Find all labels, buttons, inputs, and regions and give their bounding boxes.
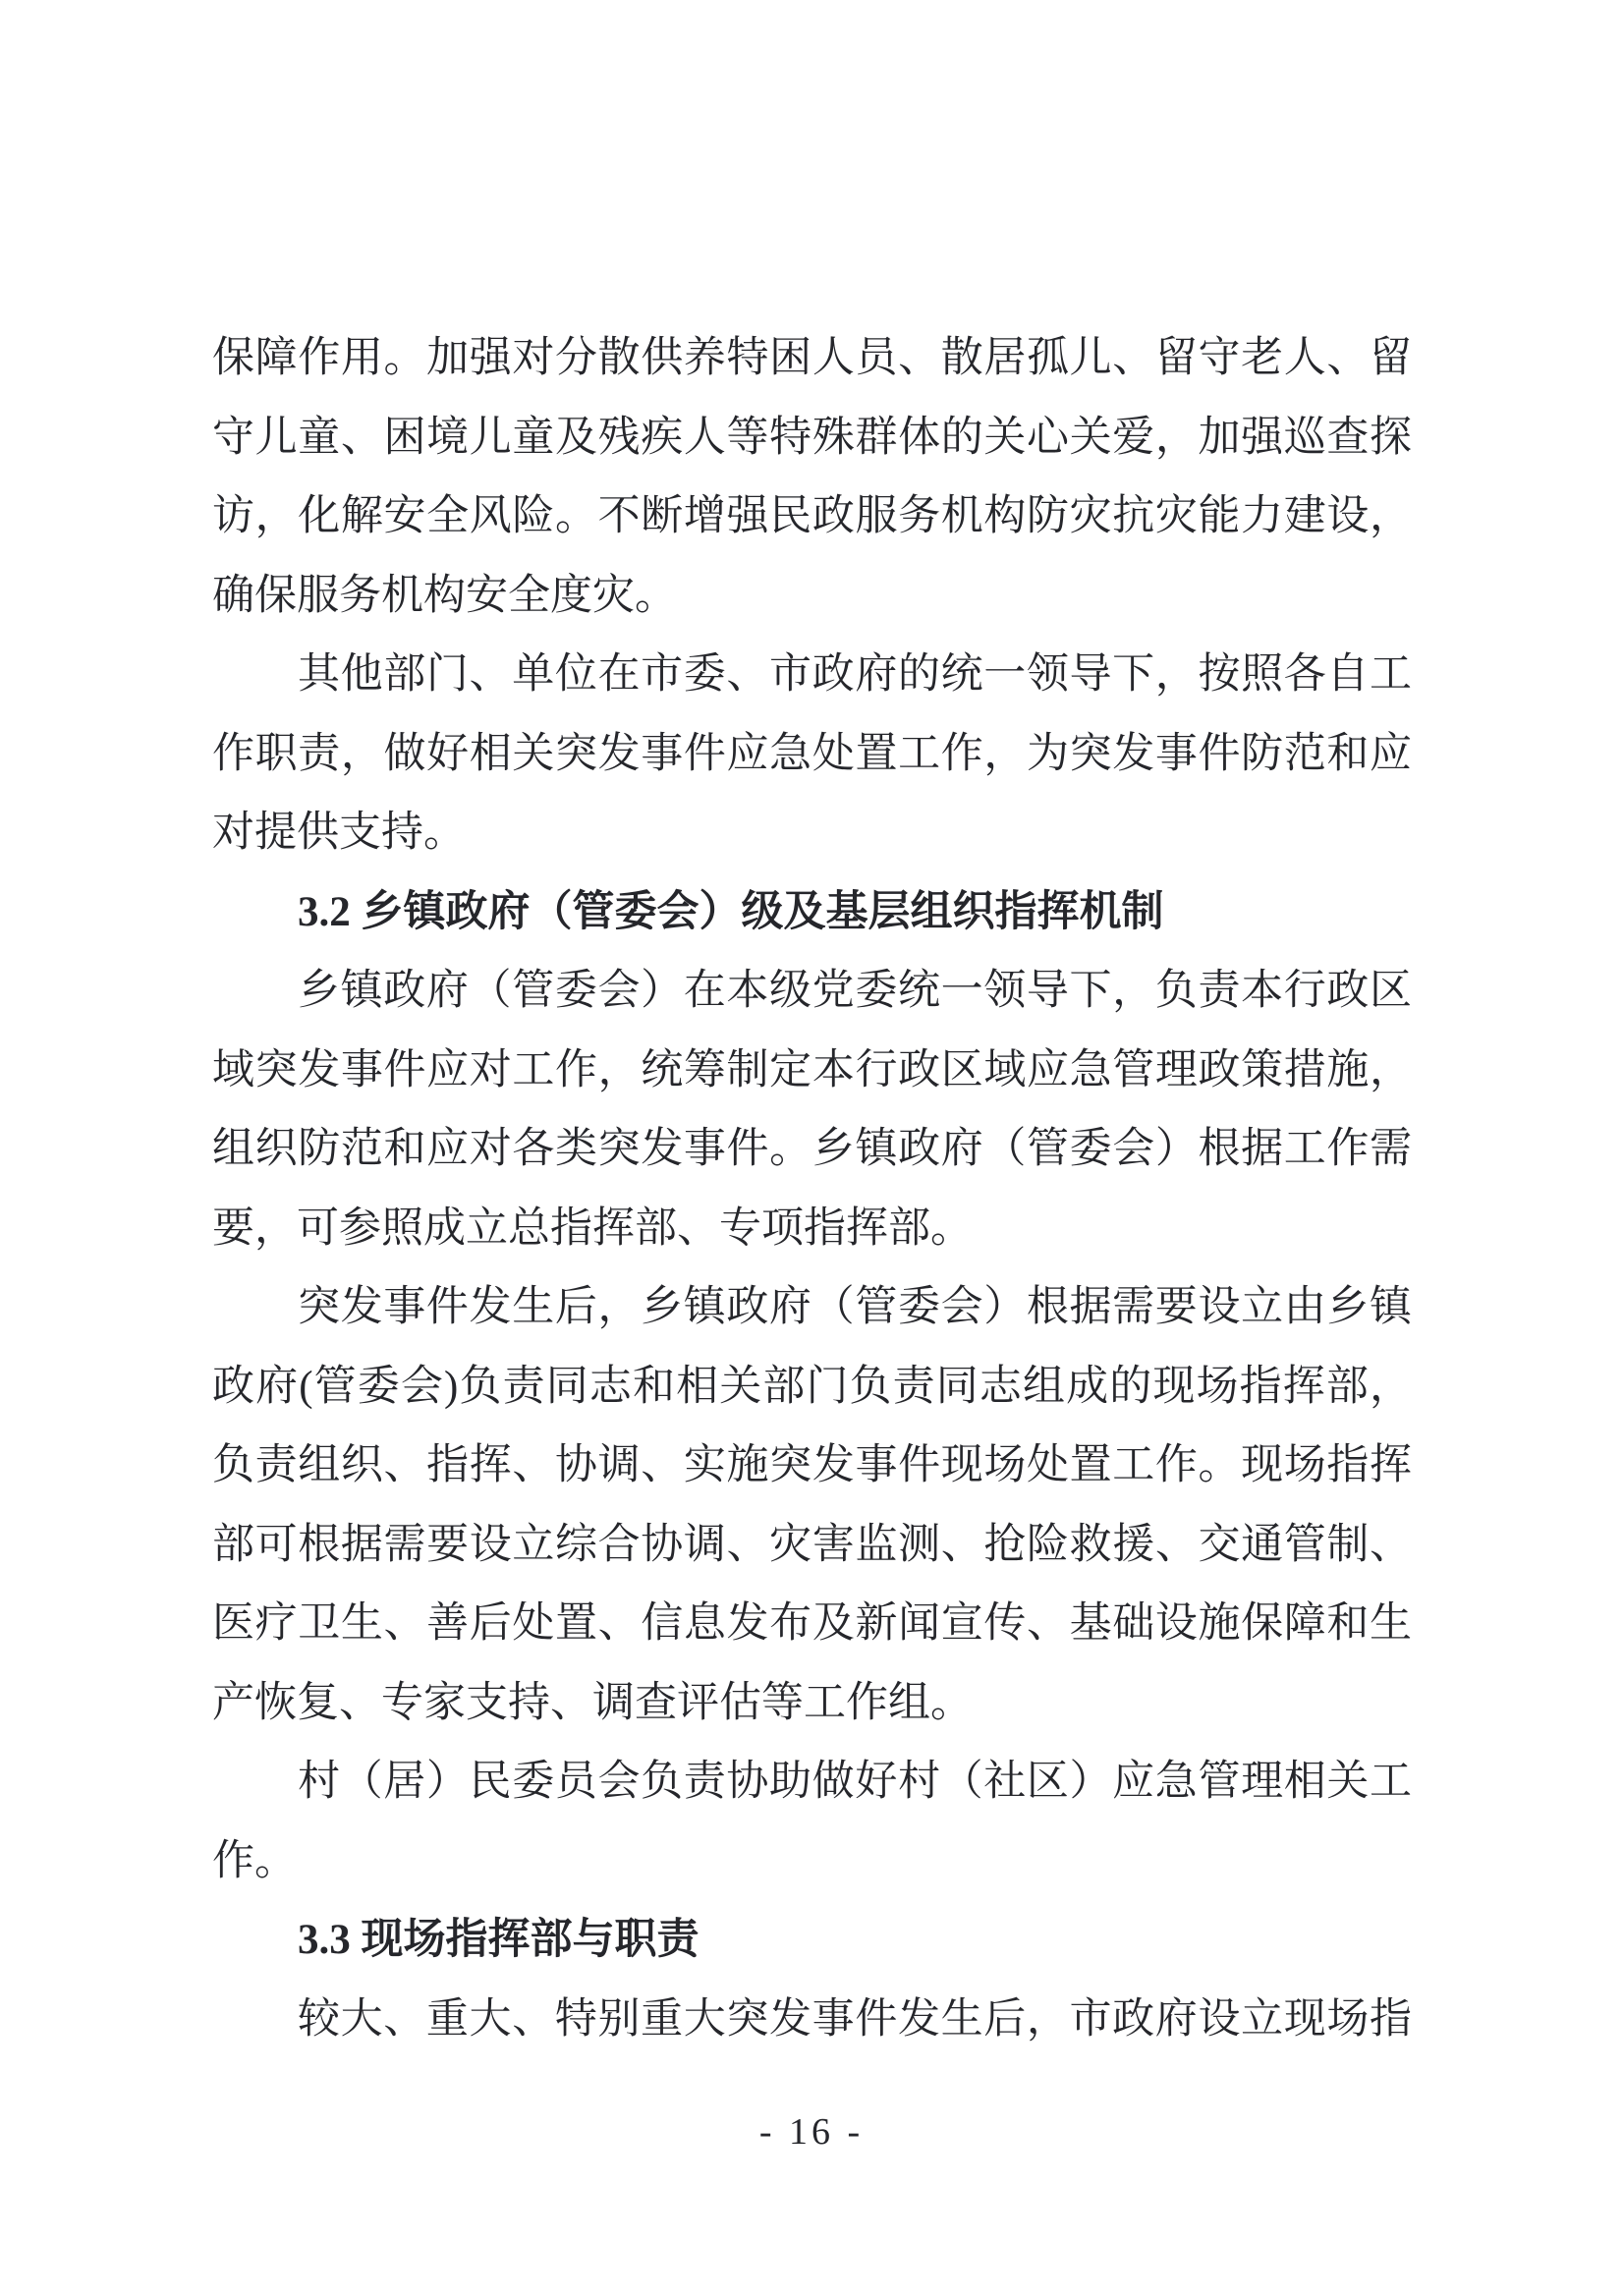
- text-line: 域突发事件应对工作，统筹制定本行政区域应急管理政策措施，: [212, 1046, 1412, 1093]
- text-line: 产恢复、专家支持、调查评估等工作组。: [212, 1679, 973, 1726]
- text-line: 作职责，做好相关突发事件应急处置工作，为突发事件防范和应: [212, 730, 1412, 777]
- text-line: 守儿童、困境儿童及残疾人等特殊群体的关心关爱，加强巡查探: [212, 414, 1412, 461]
- text-line: 政府(管委会)负责同志和相关部门负责同志组成的现场指挥部，: [212, 1363, 1412, 1410]
- text-line: 访，化解安全风险。不断增强民政服务机构防灾抗灾能力建设，: [212, 493, 1412, 539]
- section-heading: 3.3 现场指挥部与职责: [298, 1917, 700, 1963]
- text-line: 对提供支持。: [212, 810, 466, 856]
- page-number: - 16 -: [758, 2111, 865, 2153]
- text-line: 较大、重大、特别重大突发事件发生后，市政府设立现场指: [298, 1995, 1412, 2043]
- text-line: 确保服务机构安全度灾。: [212, 572, 677, 619]
- text-line: 保障作用。加强对分散供养特困人员、散居孤儿、留守老人、留: [212, 335, 1412, 381]
- section-heading: 3.2 乡镇政府（管委会）级及基层组织指挥机制: [298, 888, 1164, 935]
- text-line: 医疗卫生、善后处置、信息发布及新闻宣传、基础设施保障和生: [212, 1600, 1412, 1647]
- text-line: 负责组织、指挥、协调、实施突发事件现场处置工作。现场指挥: [212, 1442, 1412, 1488]
- text-line: 组织防范和应对各类突发事件。乡镇政府（管委会）根据工作需: [212, 1126, 1412, 1172]
- text-line: 作。: [212, 1837, 297, 1884]
- text-line: 乡镇政府（管委会）在本级党委统一领导下，负责本行政区: [298, 968, 1412, 1014]
- text-line: 突发事件发生后，乡镇政府（管委会）根据需要设立由乡镇: [298, 1284, 1412, 1330]
- text-line: 部可根据需要设立综合协调、灾害监测、抢险救援、交通管制、: [212, 1521, 1412, 1568]
- document-text-block: [212, 319, 1412, 2059]
- text-line: 其他部门、单位在市委、市政府的统一领导下，按照各自工: [298, 651, 1412, 698]
- text-line: 要，可参照成立总指挥部、专项指挥部。: [212, 1204, 973, 1252]
- text-line: 村（居）民委员会负责协助做好村（社区）应急管理相关工: [298, 1759, 1412, 1805]
